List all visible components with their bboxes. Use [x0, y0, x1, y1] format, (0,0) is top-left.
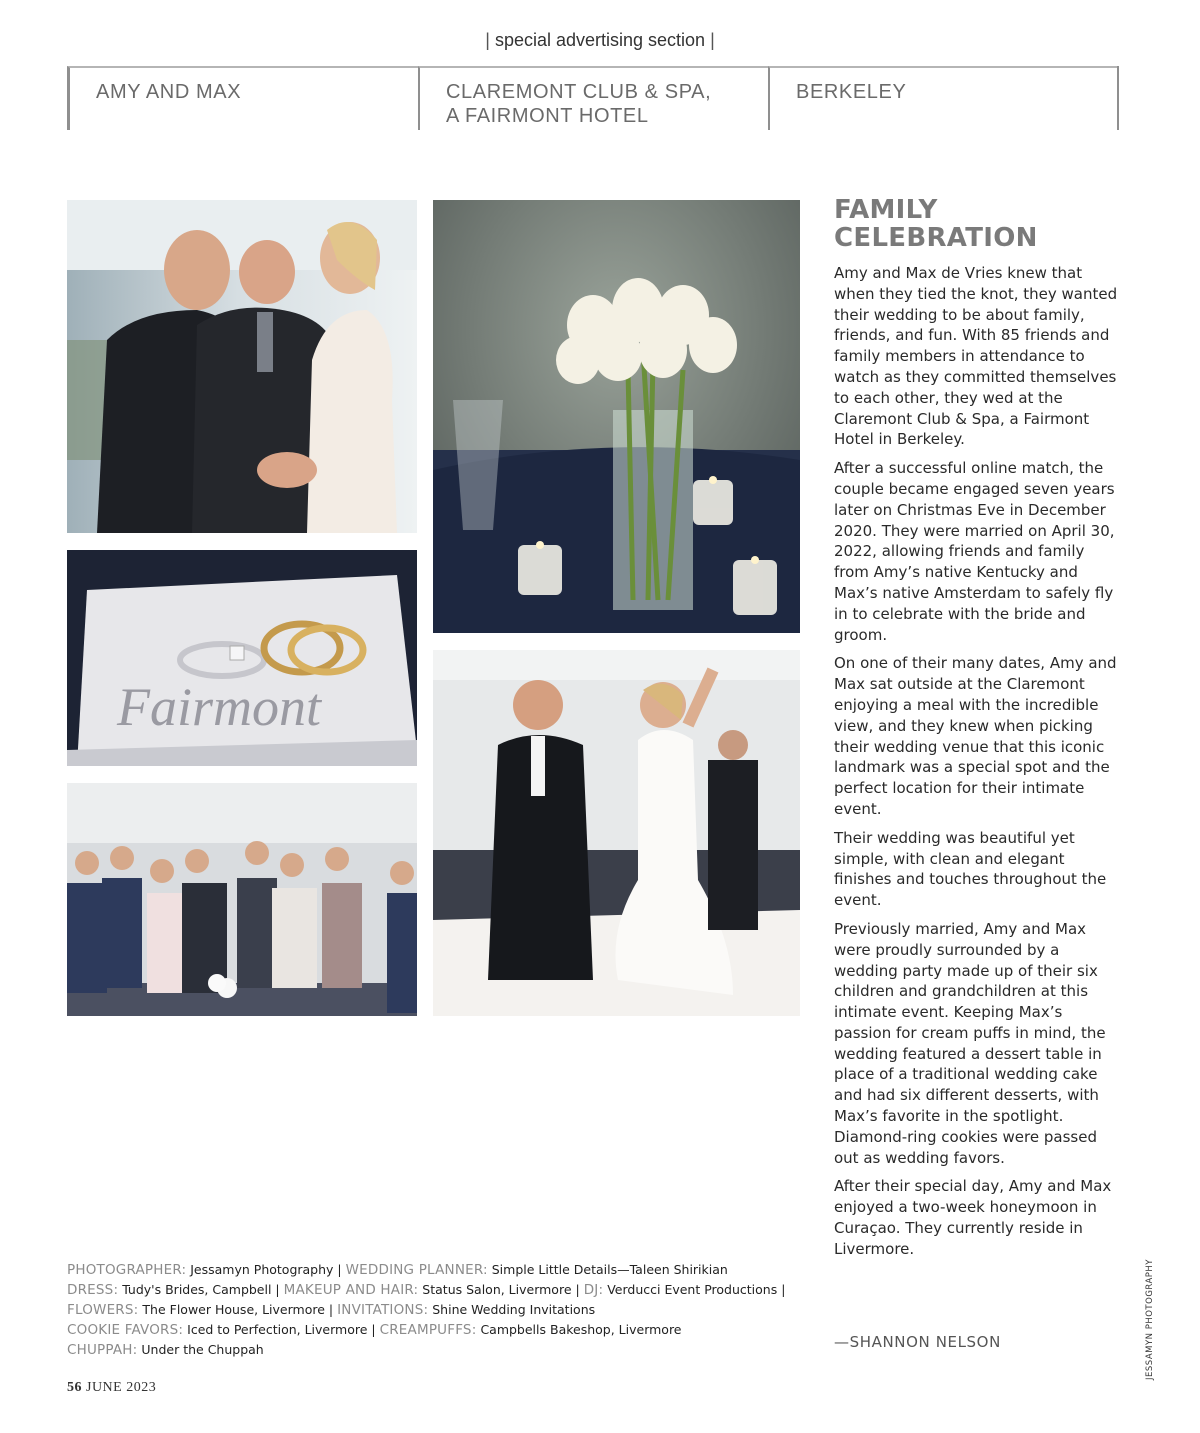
header-divider [1117, 66, 1119, 130]
credit-label: FLOWERS: [67, 1302, 139, 1318]
ceremony-vows-photo [67, 200, 417, 533]
guests-seated-photo [67, 783, 417, 1016]
credit-label: MAKEUP AND HAIR: [283, 1282, 419, 1298]
credit-label: WEDDING PLANNER: [345, 1262, 488, 1278]
tulip-centerpiece-photo [433, 200, 800, 633]
wedding-rings-photo [67, 550, 417, 766]
photo-credit: JESSAMYN PHOTOGRAPHY [1145, 1259, 1155, 1380]
article-paragraph: Their wedding was beautiful yet simple, with clean and elegant finishes and touches throughout the event. [834, 828, 1107, 910]
credit-label: DRESS: [67, 1282, 119, 1298]
article-paragraph: Previously married, Amy and Max were proudly surrounded by a wedding party made up of their six children and grandchildren at this intimate event. Keeping Max’s passion for cream puffs in mind, the wedding featured a dessert table in place of a traditional wedding cake and had six different desserts, with Max’s favorite in the spotlight. Diamond-ring cookies were passed out as wedding favors. [834, 919, 1106, 1167]
byline: —SHANNON NELSON [834, 1333, 1001, 1351]
credit-label: PHOTOGRAPHER: [67, 1262, 187, 1278]
credit-value: Iced to Perfection, Livermore [187, 1322, 368, 1337]
article-paragraph: Amy and Max de Vries knew that when they tied the knot, they wanted their wedding to be about family, friends, and fun. With 85 friends and family members in attendance to watch as they committed themselves to each other, they wed at the Claremont Club & Spa, a Fairmont Hotel in Berkeley. [834, 264, 1118, 449]
credit-value: Verducci Event Productions [607, 1282, 778, 1297]
credit-label: COOKIE FAVORS: [67, 1322, 184, 1338]
article-paragraph: After a successful online match, the couple became engaged seven years later on Christmas Eve in December 2020. They were married on April 30, 2022, allowing friends and family from Amy’s native Kentucky and Max’s native Amsterdam to safely fly in to celebrate with the bride and groom. [834, 459, 1115, 644]
credit-label: CHUPPAH: [67, 1342, 138, 1358]
credit-value: Jessamyn Photography [190, 1262, 334, 1277]
article-paragraph: On one of their many dates, Amy and Max sat outside at the Claremont enjoying a meal with the incredible view, and they knew when picking their wedding venue that this iconic landmark was a special spot and the perfect location for their intimate event. [834, 654, 1117, 818]
headline-line2: CELEBRATION [834, 223, 1038, 253]
recessional-photo [433, 650, 800, 1016]
header-couple [67, 66, 418, 130]
header-location [768, 66, 1117, 130]
credit-value: The Flower House, Livermore [142, 1302, 325, 1317]
header-couple-text: AMY AND MAX [96, 81, 242, 103]
header-location-text: BERKELEY [796, 81, 907, 103]
section-label: | special advertising section | [485, 30, 715, 50]
headline-line1: FAMILY [834, 195, 938, 225]
credit-value: Tudy's Brides, Campbell [122, 1282, 272, 1297]
credit-value: Under the Chuppah [141, 1342, 264, 1357]
header-venue-line2: A FAIRMONT HOTEL [446, 105, 649, 127]
page-folio [67, 1380, 156, 1396]
credit-label: DJ: [583, 1282, 604, 1298]
vendor-credits: PHOTOGRAPHER: Jessamyn Photography | WEDDING PLANNER: Simple Little Details—Taleen Shirikian DRESS: Tudy's Brides, Campbell | MAKEUP AND HAIR: Status Salon, Livermore | DJ: Verducci Event Productions | FLOWERS: The Flower House, Livermore | INVITATIONS: Shine Wedding Invitations COOKIE FAVORS: Iced to Perfection, Livermore | CREAMPUFFS: Campbells Bakeshop, Livermore CHUPPAH: Under the Chuppah [67, 1262, 786, 1358]
credit-value: Simple Little Details—Taleen Shirikian [491, 1262, 728, 1277]
article-paragraph: After their special day, Amy and Max enjoyed a two-week honeymoon in Curaçao. They currently reside in Livermore. [834, 1177, 1112, 1258]
credit-value: Shine Wedding Invitations [432, 1302, 596, 1317]
section-label-text: special advertising section [494, 30, 706, 50]
page-number: 56 [67, 1380, 82, 1395]
credit-value: Campbells Bakeshop, Livermore [480, 1322, 682, 1337]
issue-date: JUNE 2023 [86, 1380, 157, 1395]
header-venue-line1: CLAREMONT CLUB & SPA, [446, 81, 712, 103]
header-venue [418, 66, 769, 130]
credit-value: Status Salon, Livermore [422, 1282, 572, 1297]
article-headline [834, 196, 1134, 252]
credit-label: CREAMPUFFS: [379, 1322, 477, 1338]
article-body [834, 263, 1124, 1268]
credit-label: INVITATIONS: [337, 1302, 429, 1318]
napkin-logo: Fairmont [117, 677, 322, 737]
